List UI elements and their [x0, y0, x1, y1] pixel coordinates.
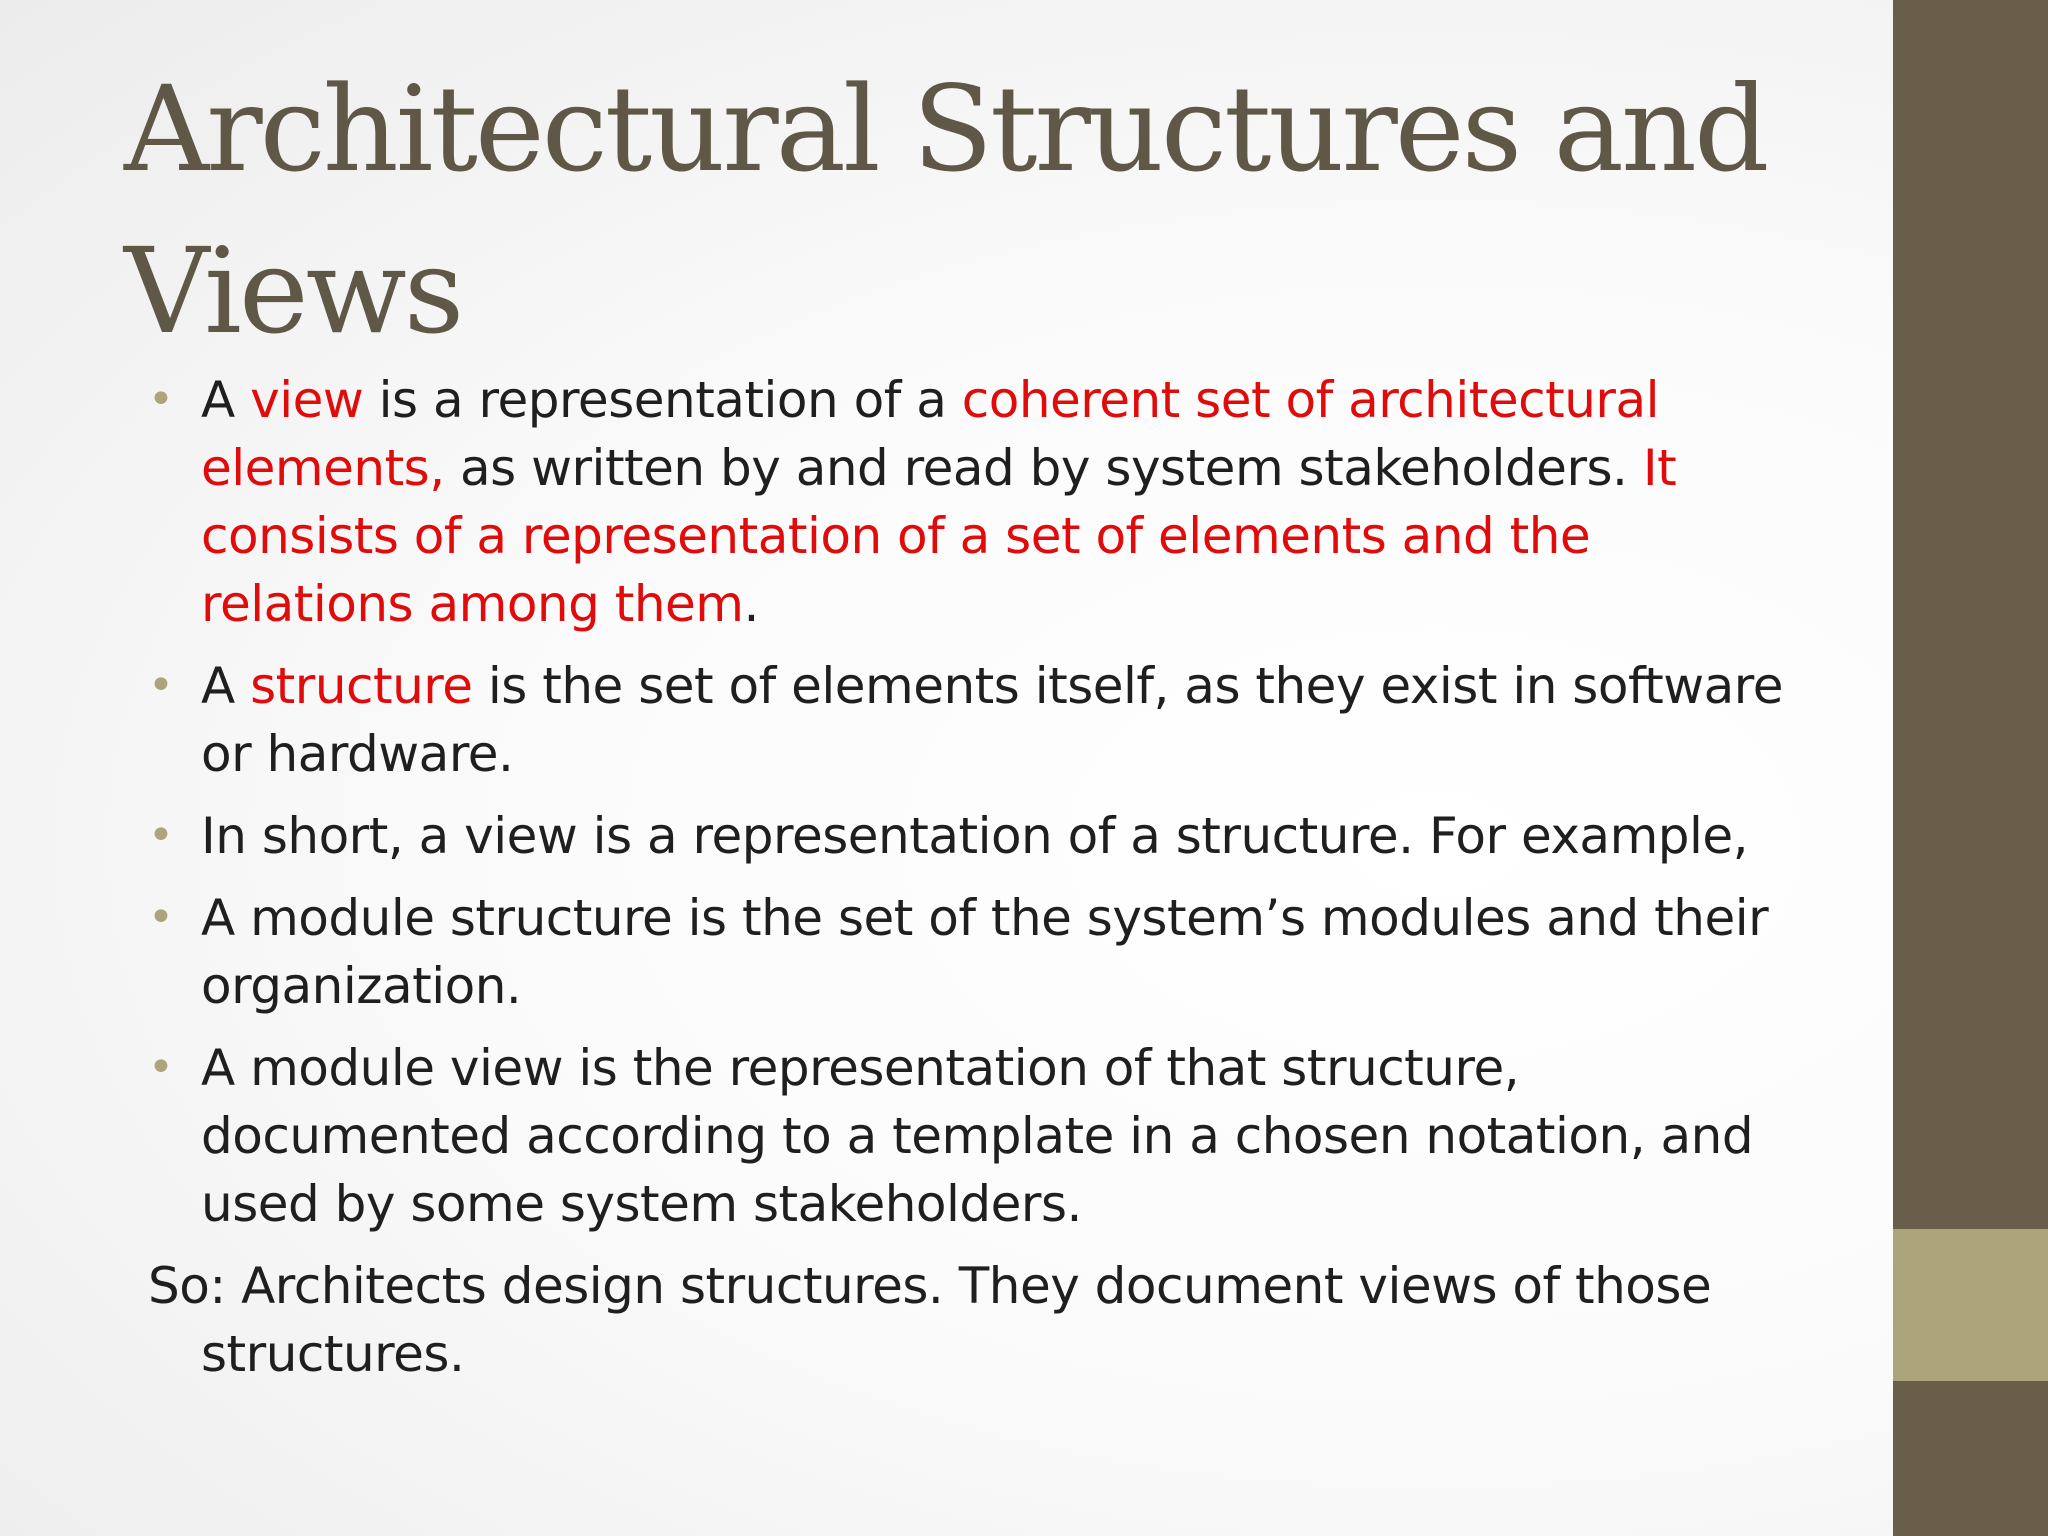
bullet-text [201, 371, 1676, 633]
text-segment: as written by and read by system stakeholders. [444, 439, 1643, 497]
closing-statement: So: Architects design structures. They document views of those structures. [148, 1257, 1712, 1383]
text-segment: . [743, 575, 759, 633]
text-segment: is the set of elements itself, as they exist in software or hardware. [201, 657, 1784, 783]
slide-title: Architectural Structures and Views [124, 60, 1767, 360]
text-segment: A [201, 657, 251, 715]
bullet-text: A module view is the representation of that structure, documented according to a template in a chosen notation, and used by some system stakeholders. [201, 1039, 1754, 1233]
bullet-module-view [148, 1034, 1808, 1238]
highlight-term-view: view [250, 371, 364, 429]
bullet-dot-icon: • [148, 660, 174, 711]
highlight-term-structure: structure [250, 657, 473, 715]
bullet-dot-icon: • [148, 810, 174, 861]
text-segment: is a representation of a [363, 371, 962, 429]
bullet-list [148, 366, 1808, 1238]
highlight-phrase: coherent set of architectural elements, [201, 371, 1659, 497]
decorative-sidebar [1893, 0, 2048, 1536]
bullet-module-structure [148, 884, 1808, 1020]
bullet-structure-definition [148, 652, 1808, 788]
bullet-text: In short, a view is a representation of a structure. For example, [201, 807, 1749, 865]
bullet-text [201, 657, 1783, 783]
bullet-text: A module structure is the set of the system’s modules and their organization. [201, 889, 1769, 1015]
sidebar-accent-block [1893, 1229, 2048, 1381]
bullet-dot-icon: • [148, 892, 174, 943]
bullet-dot-icon: • [148, 1042, 174, 1093]
text-segment: A [201, 371, 251, 429]
slide-body [148, 366, 1808, 1388]
bullet-dot-icon: • [148, 374, 174, 425]
bullet-in-short [148, 802, 1808, 870]
bullet-view-definition [148, 366, 1808, 638]
highlight-phrase: It consists of a representation of a set of elements and the relations among them [201, 439, 1677, 633]
